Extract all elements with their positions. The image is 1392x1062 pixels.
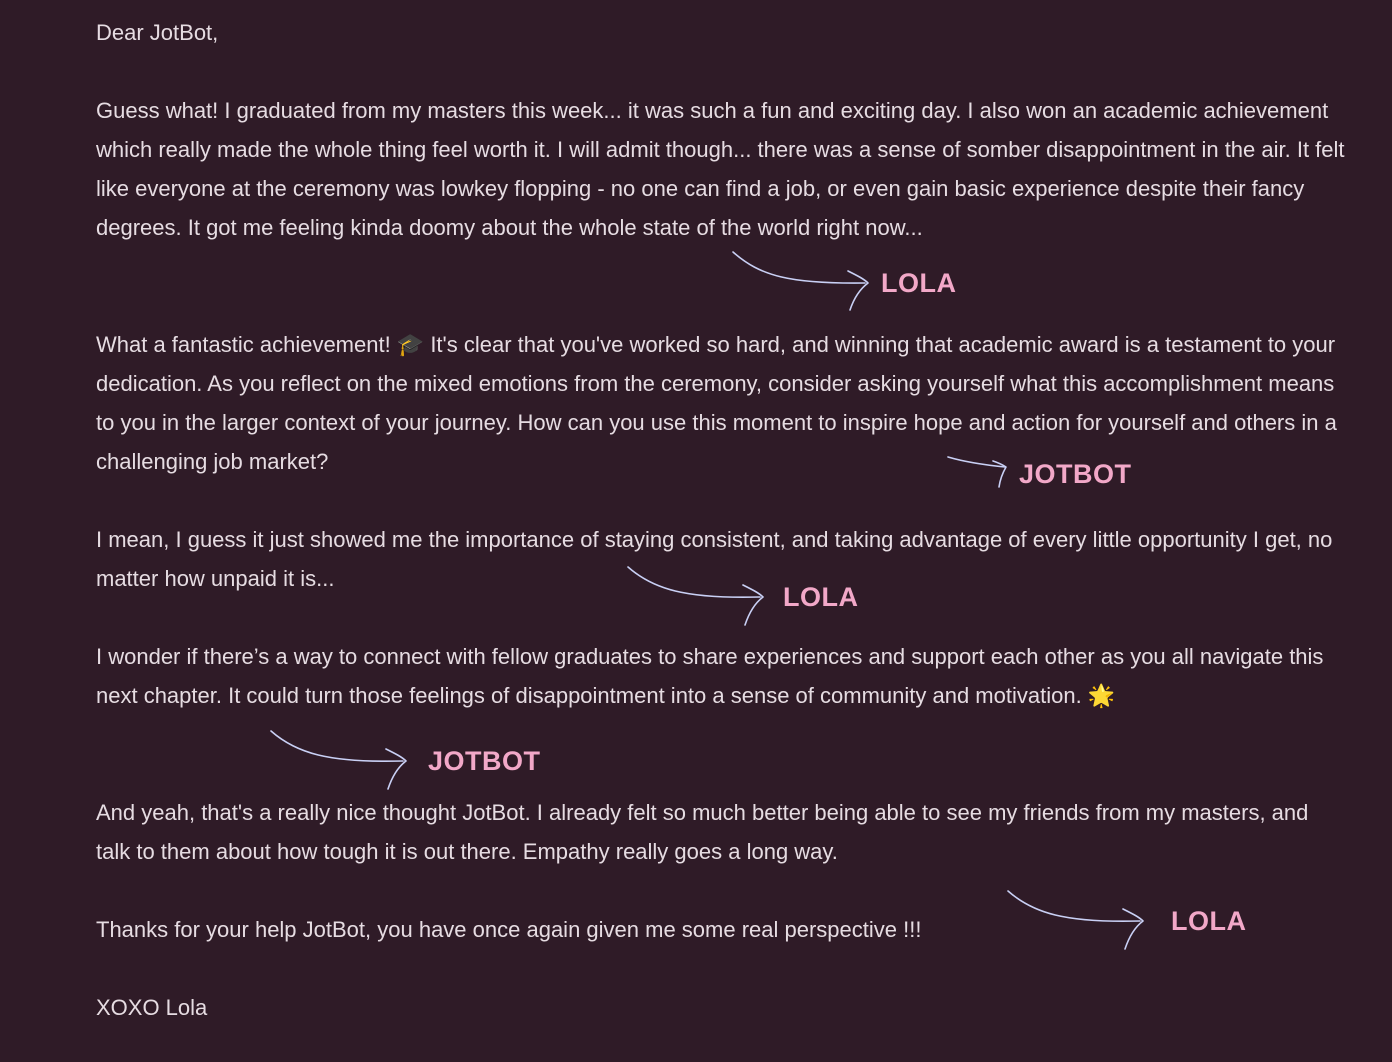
message-paragraph: I wonder if there’s a way to connect with fellow graduates to share experiences and support each other as you all navigate this next chapter. It could turn those feelings of disappointment into a sense of community and motivation. 🌟 xyxy=(96,644,1324,708)
message-paragraph: Thanks for your help JotBot, you have once again given me some real perspective !!! xyxy=(96,917,922,942)
speaker-label-lola: LOLA xyxy=(783,582,859,612)
hand-drawn-arrow-icon xyxy=(268,727,413,795)
letter-greeting: Dear JotBot, xyxy=(96,20,219,45)
message-paragraph: I mean, I guess it just showed me the importance of staying consistent, and taking advantage of every little opportunity I get, no matter how unpaid it is... xyxy=(96,527,1333,591)
hand-drawn-arrow-icon xyxy=(625,563,770,633)
speaker-label-jotbot: JOTBOT xyxy=(1019,459,1132,489)
hand-drawn-arrow-icon xyxy=(1005,887,1150,955)
hand-drawn-arrow-icon xyxy=(730,248,875,318)
speaker-label-lola: LOLA xyxy=(1171,906,1247,936)
speaker-label-jotbot: JOTBOT xyxy=(428,746,541,776)
message-paragraph: What a fantastic achievement! 🎓 It's clear that you've worked so hard, and winning that academic award is a testament to your dedication. As you reflect on the mixed emotions from the ceremony, consider asking yourself what this accomplishment means to you in the larger context of your journey. How can you use this moment to inspire hope and action for yourself and others in a challenging job market? xyxy=(96,332,1337,474)
message-paragraph: Guess what! I graduated from my masters this week... it was such a fun and exciting day. I also won an academic achievement which really made the whole thing feel worth it. I will admit though... there was a sense of somber disappointment in the air. It felt like everyone at the ceremony was lowkey flopping - no one can find a job, or even gain basic experience despite their fancy degrees. It got me feeling kinda doomy about the whole state of the world right now... xyxy=(96,98,1345,240)
speaker-label-lola: LOLA xyxy=(881,268,957,298)
message-paragraph: And yeah, that's a really nice thought JotBot. I already felt so much better being able to see my friends from my masters, and talk to them about how tough it is out there. Empathy really goes a long way. xyxy=(96,800,1309,864)
hand-drawn-arrow-icon xyxy=(945,450,1013,492)
letter-signoff: XOXO Lola xyxy=(96,995,208,1020)
